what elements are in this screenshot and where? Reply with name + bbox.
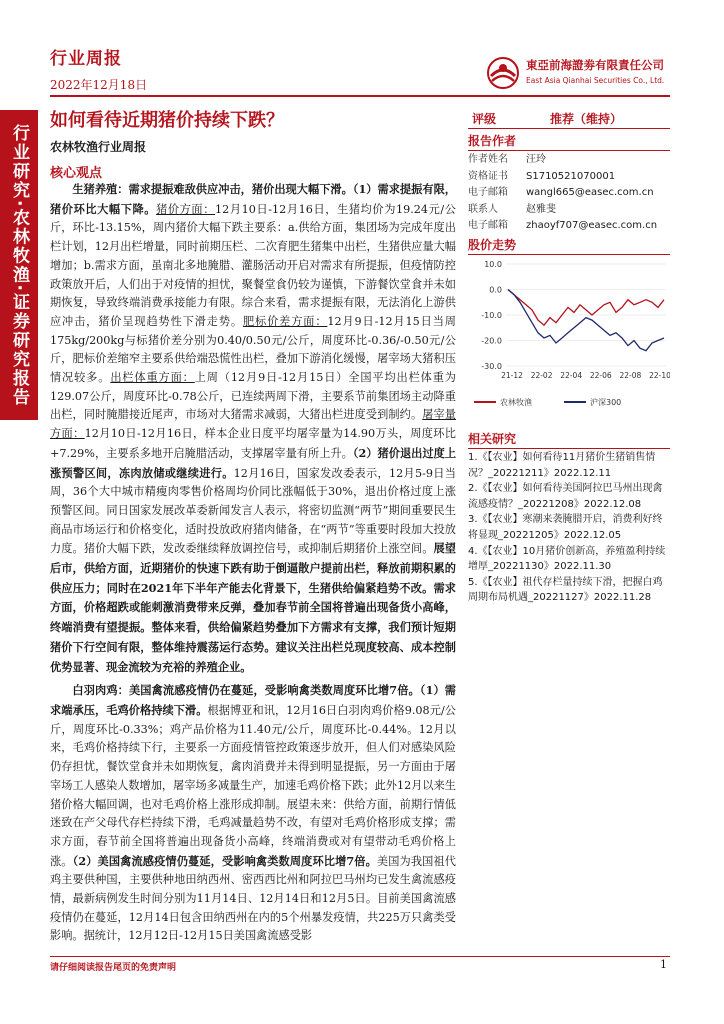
- y-tick-label: -20.0: [481, 336, 502, 346]
- author-row: 作者姓名 汪玲: [468, 154, 546, 165]
- fat-spread-text: 12月9日-12月15日当周175kg/200kg与标猪价差分别为0.40/0.50元/公斤，周度环比-0.36/-0.50元/公斤，肥标价差缩窄主要系供给端恐慌性出栏，叠加下游消化缓慢，屠宰场大猪积压情况较多。: [50, 314, 456, 385]
- page-subtitle: 农林牧渔行业周报: [50, 140, 147, 154]
- stock-chart: [468, 256, 670, 416]
- paragraph-broiler: [50, 681, 456, 946]
- related-item[interactable]: 5.《【农业】祖代存栏量持续下滑，把握白鸡周期布局机遇_20221127》2022.11.28: [468, 576, 663, 604]
- rating-row: [468, 108, 670, 129]
- series-line-0: [508, 290, 664, 326]
- company-logo: [486, 56, 672, 92]
- weight-text: 上周（12月9日-12月15日）全国平均出栏体重为129.07公斤，周度环比-0.78公斤，已连续两周下滑，主要系节前集团场主动降重出栏，同时腌腊接近尾声，市场对大猪需求减弱，大猪出栏进度受到制约。: [50, 371, 456, 422]
- page-number: 1: [660, 958, 667, 971]
- x-tick-label: 22-04: [560, 371, 583, 380]
- fat-spread-label: 肥标价差方面：: [242, 314, 328, 328]
- stock-chart-svg: [468, 256, 670, 416]
- logo-en: East Asia Qianhai Securities Co., Ltd.: [526, 76, 665, 85]
- related-item[interactable]: 1.《【农业】如何看待11月猪价生猪销售情况？_20221211》2022.12.11: [468, 452, 656, 479]
- x-tick-label: 21-12: [501, 371, 523, 380]
- related-section-title: 相关研究: [468, 430, 670, 449]
- hog-lead: 生猪养殖：需求提振难敌供应冲击，猪价出现大幅下滑。（1）需求提振有限，猪价环比大幅下降。: [50, 182, 456, 216]
- related-list: [468, 450, 670, 606]
- footer-divider: [50, 956, 670, 957]
- hog-price-text: 12月10日-12月16日，生猪均价为19.24元/公斤，环比-13.15%，周内猪价大幅下跌主要系：a.供给方面，集团场为完成年度出栏计划，12月出栏增量，同时前期压栏、二次育肥生猪集中出栏，生猪供应量大幅增加；b.需求方面，虽南北多地腌腊、灌肠活动开启对需求有所提振，但疫情防控政策放开后，人们出于对疫情的担忧，聚餐堂食仍较为谨慎，下游餐饮堂食并未如期恢复，导致终端消费承接能力有限。综合来看，需求提振有限，无法消化上游供应冲击，猪价呈现趋势性下滑走势。: [50, 202, 456, 328]
- slaughter-text: 12月10日-12月16日，样本企业日度平均屠宰量为14.90万头，周度环比+7.29%，主要系多地开启腌腊活动，支撑屠宰量有所上升。: [50, 427, 456, 460]
- x-tick-label: 22-02: [530, 371, 553, 380]
- core-section-title: 核心观点: [50, 166, 103, 181]
- broiler-flu-text: 美国为我国祖代鸡主要供种国，主要供种地田纳西州、密西西比州和阿拉巴马州均已发生禽流感疫情，最新病例发生时间分别为11月14日、12月14日和12月5日。目前美国禽流感疫情仍在蔓延，12月14日包含田纳西州在内的5个州暴发疫情，共225万只禽类受影响。据统计，12月12日-12月15日美国禽流感受影: [50, 854, 456, 943]
- footer-disclaimer: 请仔细阅读报告尾页的免责声明: [50, 963, 177, 973]
- x-tick-label: 22-08: [619, 371, 642, 380]
- sidebar-label: 行业研究·农林牧渔·证券研究报告: [0, 110, 38, 420]
- x-tick-label: 22-10: [649, 371, 670, 380]
- hog-point2: （2）猪价退出过度上涨预警区间，冻肉放储或继续进行。: [50, 445, 457, 480]
- author-row: 联系人 赵雅斐: [468, 203, 556, 215]
- rating-label: 评级: [472, 112, 497, 126]
- author-row: 资格证书 S1710521070001: [468, 170, 616, 182]
- email-link[interactable]: zhaoyf707@easec.com.cn: [526, 220, 658, 231]
- related-item[interactable]: 3.《【农业】寒潮来袭腌腊开启，消费利好终将显现_20221205》2022.12.05: [468, 514, 663, 541]
- author-table: [468, 152, 670, 235]
- header-divider: [50, 95, 670, 97]
- report-type: 行业周报: [50, 49, 122, 69]
- company-logo-icon: [486, 56, 520, 90]
- author-row: 电子邮箱 wangl665@easec.com.cn: [468, 187, 654, 198]
- logo-cn: 東亞前海證劵有限責任公司: [526, 58, 664, 72]
- author-row: 电子邮箱 zhaoyf707@easec.com.cn: [468, 220, 658, 231]
- y-tick-label: 10.0: [484, 260, 502, 269]
- paragraph-hog: [50, 180, 456, 677]
- slaughter-label: 屠宰量方面：: [50, 408, 456, 441]
- hog-price-label: 猪价方面：: [156, 202, 216, 216]
- report-date: 2022年12月18日: [50, 78, 148, 92]
- weight-label: 出栏体重方面：: [110, 371, 195, 385]
- email-link[interactable]: wangl665@easec.com.cn: [526, 187, 654, 198]
- y-tick-label: -30.0: [481, 362, 502, 371]
- x-tick-label: 22-06: [589, 371, 612, 380]
- legend-label: 农林牧渔: [500, 398, 532, 407]
- broiler-lead: 白羽肉鸡：美国禽流感疫情仍在蔓延，受影响禽类数周度环比增7倍。（1）需求端承压，毛鸡价格持续下滑。: [50, 683, 456, 717]
- authors-section-title: 报告作者: [468, 132, 670, 151]
- broiler-point2: （2）美国禽流感疫情仍蔓延，受影响禽类数周度环比增7倍。: [72, 853, 377, 868]
- y-tick-label: -10.0: [481, 311, 502, 320]
- broiler-text: 根据博亚和讯，12月16日白羽肉鸡价格9.08元/公斤，周度环比-0.33%；鸡产品价格为11.40元/公斤，周度环比-0.44%。12月以来，毛鸡价格持续下行，主要系一方面疫情管控政策逐步放开，但人们对感染风险仍存担忧，餐饮堂食并未如期恢复，禽肉消费并未得到明显提振，另一方面由于屠宰场工人感染人数增加，屠宰场多减量生产，加速毛鸡价格下跌；此外12月以来生猪价格大幅回调，也对毛鸡价格上涨形成抑制。展望未来：供给方面，前期行情低迷致在产父母代存栏持续下滑，毛鸡减量趋势不改，有望对毛鸡价格形成支撑；需求方面，春节前全国将普遍出现备货小高峰，终端消费或对有望带动毛鸡价格上涨。: [50, 703, 456, 868]
- related-item[interactable]: 2.《【农业】如何看待美国阿拉巴马州出现禽流感疫情？_20221208》2022.12.08: [468, 483, 663, 510]
- page-title: 如何看待近期猪价持续下跌？: [50, 110, 284, 131]
- series-line-1: [508, 290, 664, 351]
- hog-policy-text: 12月16日，国家发改委表示，12月5-9日当周，36个大中城市精瘦肉零售价格周均价同比涨幅低于30%，退出价格过度上涨预警区间。同日国家发展改革委新闻发言人表示，将密切监测“两节”期间重要民生商品市场运行和价格变化，适时投放政府猪肉储备，在“两节”等重要时段加大投放力度。猪价大幅下跌，发改委继续释放调控信号，或抑制后期猪价上涨空间。: [50, 466, 456, 556]
- chart-section-title: 股价走势: [468, 236, 670, 255]
- legend-label: 沪深300: [590, 398, 622, 407]
- body-text: [50, 180, 456, 946]
- y-tick-label: 0.0: [489, 285, 502, 295]
- related-item[interactable]: 4.《【农业】10月猪价创新高，养殖盈利持续增厚_20221130》2022.11.30: [468, 545, 666, 573]
- hog-outlook: 展望后市，供给方面，近期猪价的快速下跌有助于倒逼散户提前出栏，释放前期积累的供应压力；同时在2021年下半年产能去化背景下，生猪供给偏紧趋势不改。需求方面，价格超跌或能刺激消费带来反弹，叠加春节前全国将普遍出现备货小高峰，终端消费有望提振。整体来看，供给偏紧趋势叠加下方需求有支撑，我们预计短期猪价下行空间有限，整体维持震荡运行态势。建议关注出栏兑现度较高、成本控制优势显著、现金流较为充裕的养殖企业。: [50, 541, 456, 674]
- rating-value: 推荐（维持）: [550, 112, 623, 126]
